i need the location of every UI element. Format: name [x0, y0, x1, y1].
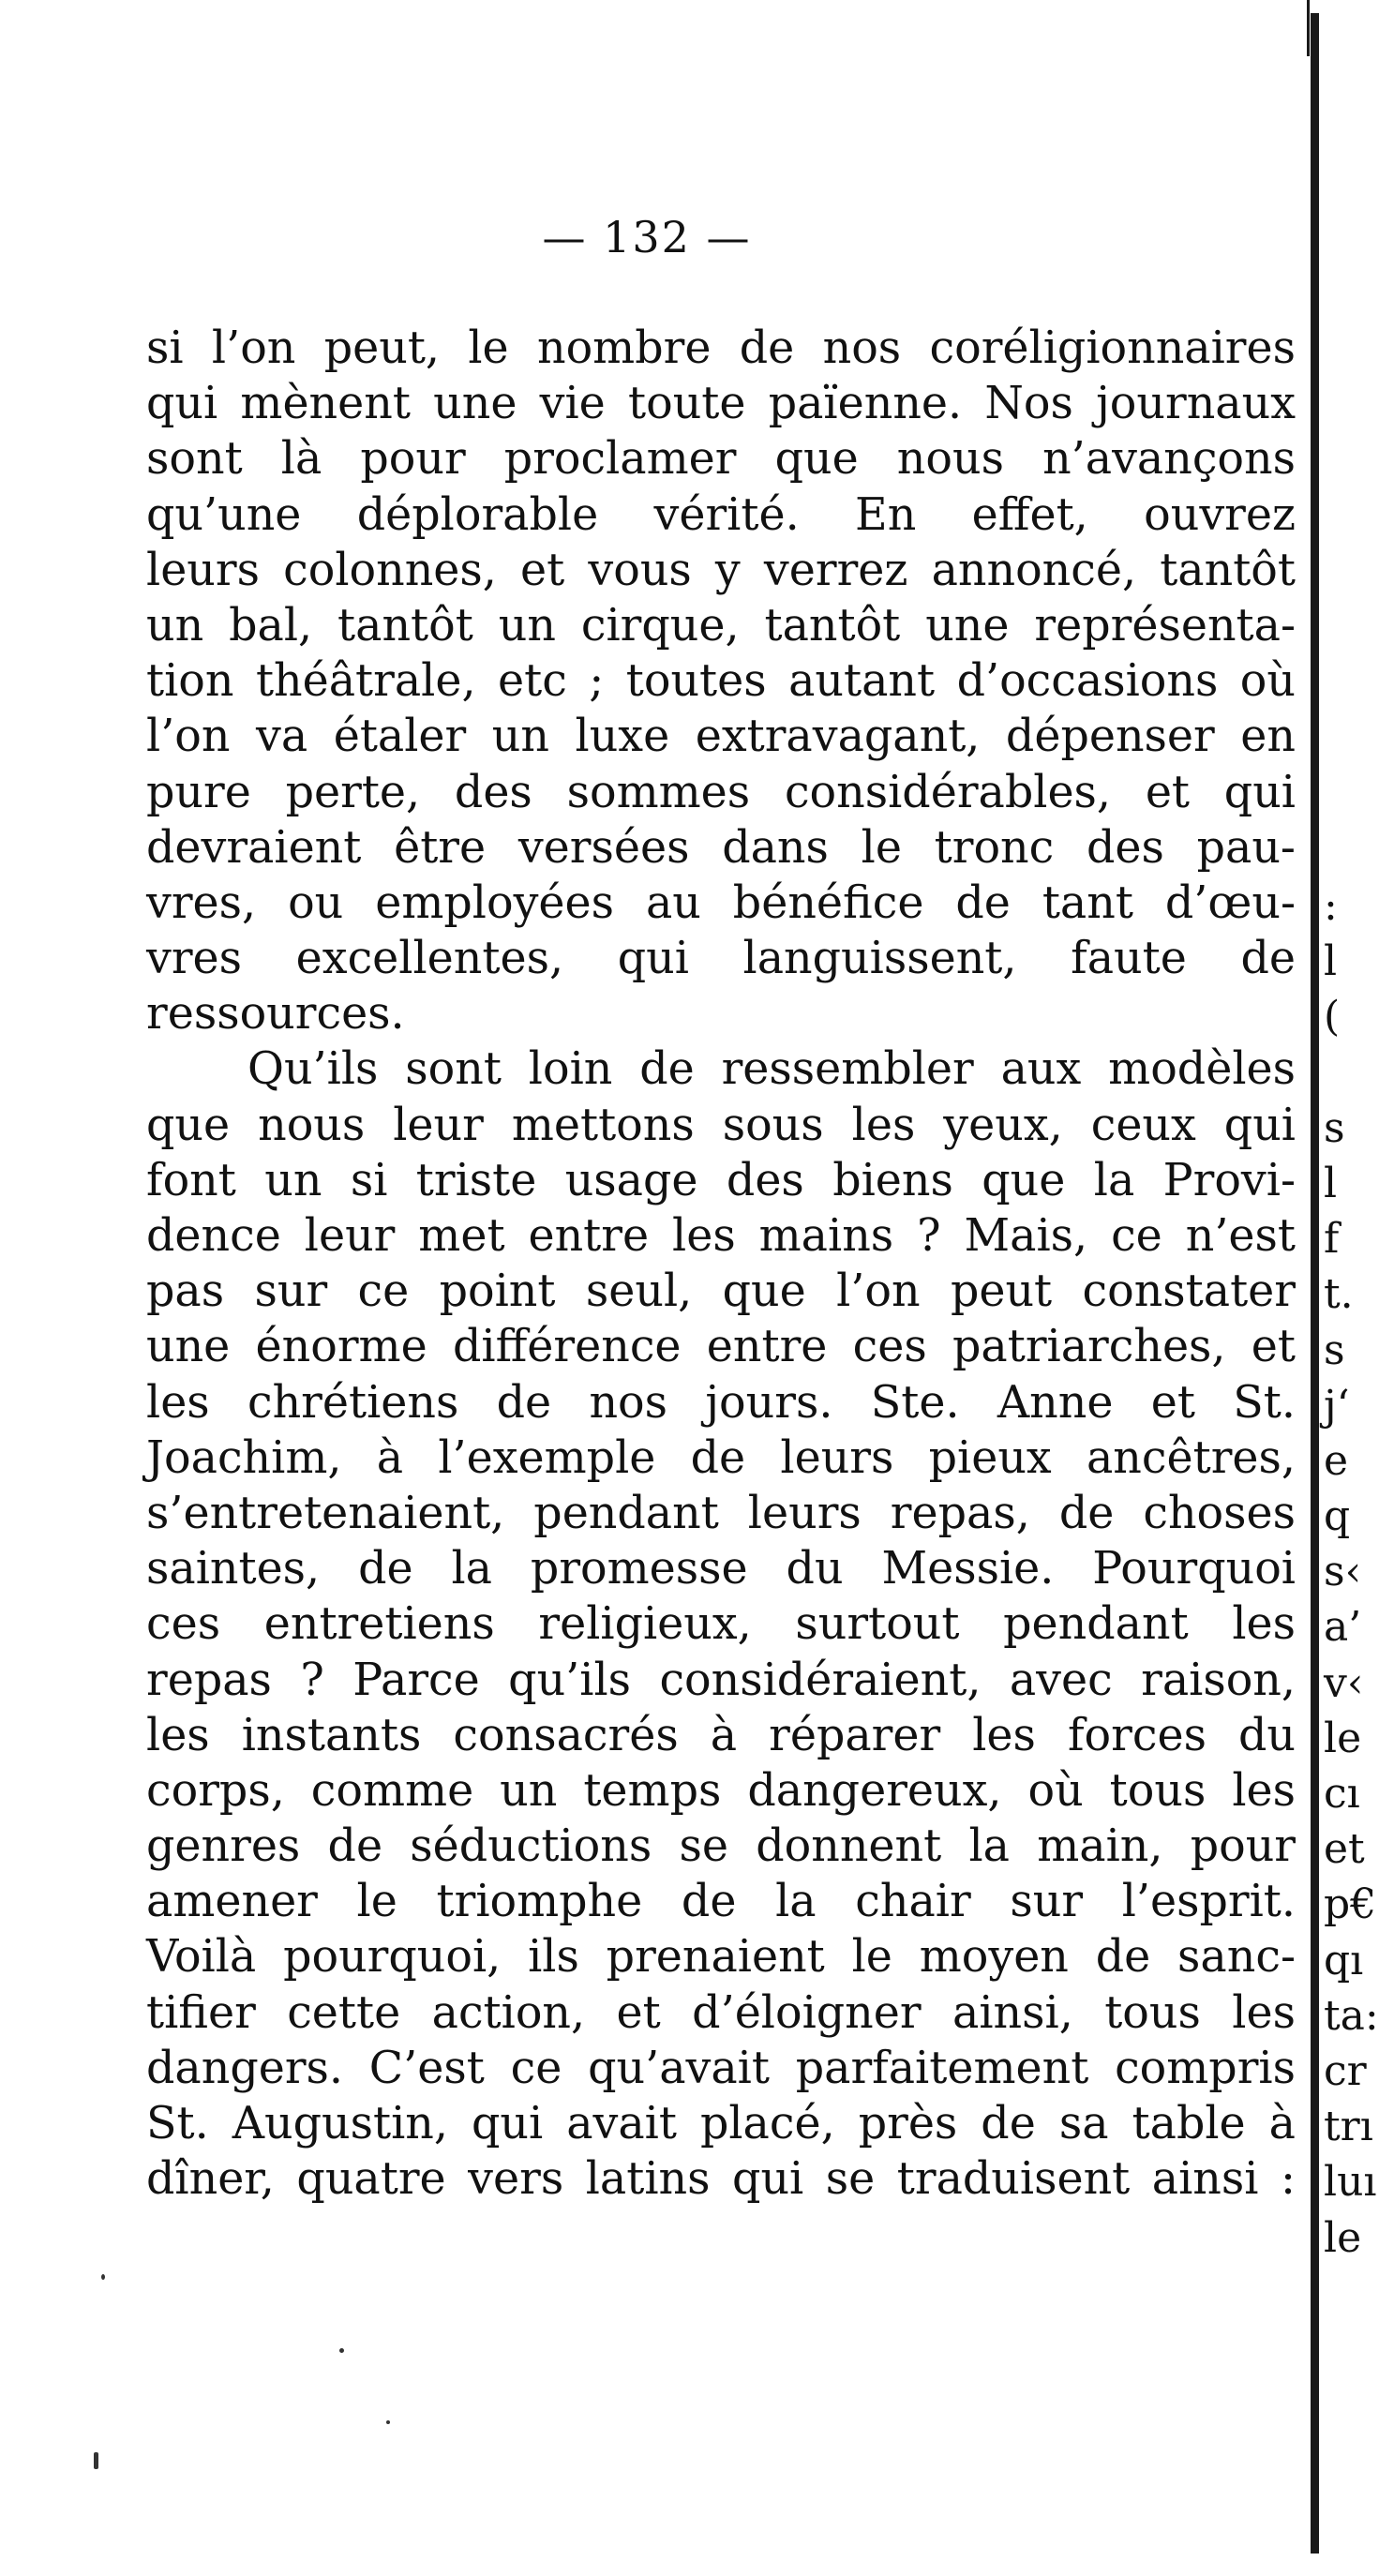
- text-line: les chrétiens de nos jours. Ste. Anne et St.: [146, 1376, 1296, 1429]
- text-line: si l’on peut, le nombre de nos coréligionnaires: [146, 322, 1296, 374]
- text-line: ces entretiens religieux, surtout pendant les: [146, 1598, 1296, 1651]
- text-line: Joachim, à l’exemple de leurs pieux ancêtres,: [146, 1431, 1296, 1484]
- text-line: tifier cette action, et d’éloigner ainsi, tous les: [146, 1986, 1296, 2039]
- text-line: pas sur ce point seul, que l’on peut constater: [146, 1266, 1296, 1318]
- fragment: luı: [1324, 2158, 1377, 2207]
- text-line: ressources.: [146, 988, 405, 1041]
- fragment: cı: [1324, 1770, 1360, 1818]
- text-line: font un si triste usage des biens que la Provi-: [146, 1154, 1296, 1206]
- fragment: le: [1324, 2213, 1362, 2262]
- fragment: s: [1324, 1325, 1345, 1374]
- fragment: ta:: [1324, 1991, 1379, 2040]
- text-line: s’entretenaient, pendant leurs repas, de choses: [146, 1487, 1296, 1539]
- fragment: :: [1324, 882, 1338, 930]
- fragment: e: [1324, 1436, 1349, 1485]
- next-page-fragments: [1324, 878, 1379, 2266]
- fragment: p€: [1324, 1880, 1377, 1929]
- scan-speck: [101, 2274, 105, 2280]
- scan-speck: [386, 2420, 390, 2424]
- text-line: une énorme différence entre ces patriarches, et: [146, 1321, 1296, 1373]
- fragment: j‘: [1324, 1381, 1350, 1430]
- fragment: v‹: [1324, 1658, 1364, 1707]
- binding-rule-top: [1307, 0, 1310, 56]
- fragment: t.: [1324, 1270, 1354, 1319]
- fragment: a’: [1324, 1603, 1362, 1652]
- text-line: genres de séductions se donnent la main, pour: [146, 1820, 1296, 1873]
- text-line: l’on va étaler un luxe extravagant, dépenser en: [146, 711, 1296, 763]
- fragment: trı: [1324, 2103, 1373, 2151]
- fragment: cr: [1324, 2046, 1367, 2095]
- text-line: un bal, tantôt un cirque, tantôt une représenta-: [146, 599, 1296, 651]
- fragment: l: [1324, 937, 1338, 986]
- binding-rule: [1311, 13, 1319, 2554]
- fragment: [1324, 1045, 1368, 1101]
- fragment: l: [1324, 1159, 1338, 1207]
- text-line: St. Augustin, qui avait placé, près de sa table à: [146, 2098, 1296, 2149]
- fragment: s‹: [1324, 1548, 1362, 1596]
- fragment: f: [1324, 1215, 1340, 1264]
- text-line: vres excellentes, qui languissent, faute de: [146, 933, 1296, 985]
- fragment: s: [1324, 1103, 1345, 1152]
- text-line: qui mènent une vie toute païenne. Nos journaux: [146, 378, 1296, 430]
- text-line: les instants consacrés à réparer les forces du: [146, 1709, 1296, 1761]
- fragment: q: [1324, 1492, 1351, 1541]
- text-line: pure perte, des sommes considérables, et qui: [146, 766, 1296, 818]
- fragment: (: [1324, 993, 1341, 1041]
- text-line: repas ? Parce qu’ils considéraient, avec raison,: [146, 1654, 1296, 1706]
- text-line: tion théâtrale, etc ; toutes autant d’occasions où: [146, 655, 1296, 708]
- body-text: [146, 321, 1296, 2207]
- text-line: vres, ou employées au bénéfice de tant d’œu-: [146, 876, 1296, 929]
- text-line: que nous leur mettons sous les yeux, ceux qui: [146, 1099, 1296, 1151]
- text-line: devraient être versées dans le tronc des pau-: [146, 821, 1296, 874]
- text-line: saintes, de la promesse du Messie. Pourquoi: [146, 1543, 1296, 1595]
- text-line: amener le triomphe de la chair sur l’esprit.: [146, 1876, 1296, 1928]
- fragment: et: [1324, 1825, 1365, 1874]
- text-line: dence leur met entre les mains ? Mais, ce n’est: [146, 1210, 1296, 1262]
- text-line: dangers. C’est ce qu’avait parfaitement compris: [146, 2042, 1296, 2094]
- page-number: — 132 —: [542, 212, 752, 262]
- text-line: corps, comme un temps dangereux, où tous les: [146, 1764, 1296, 1817]
- scan-speck: [94, 2452, 98, 2469]
- text-line: Qu’ils sont loin de ressembler aux modèles: [247, 1043, 1296, 1096]
- fragment: qı: [1324, 1936, 1364, 1984]
- text-line: leurs colonnes, et vous y verrez annoncé, tantôt: [146, 544, 1296, 596]
- scan-speck: [339, 2348, 344, 2353]
- text-line: sont là pour proclamer que nous n’avançons: [146, 433, 1296, 486]
- text-line: Voilà pourquoi, ils prenaient le moyen de sanc-: [146, 1931, 1296, 1984]
- fragment: le: [1324, 1714, 1362, 1762]
- text-line: qu’une déplorable vérité. En effet, ouvrez: [146, 488, 1296, 541]
- text-line: dîner, quatre vers latins qui se traduisent ainsi :: [146, 2153, 1296, 2206]
